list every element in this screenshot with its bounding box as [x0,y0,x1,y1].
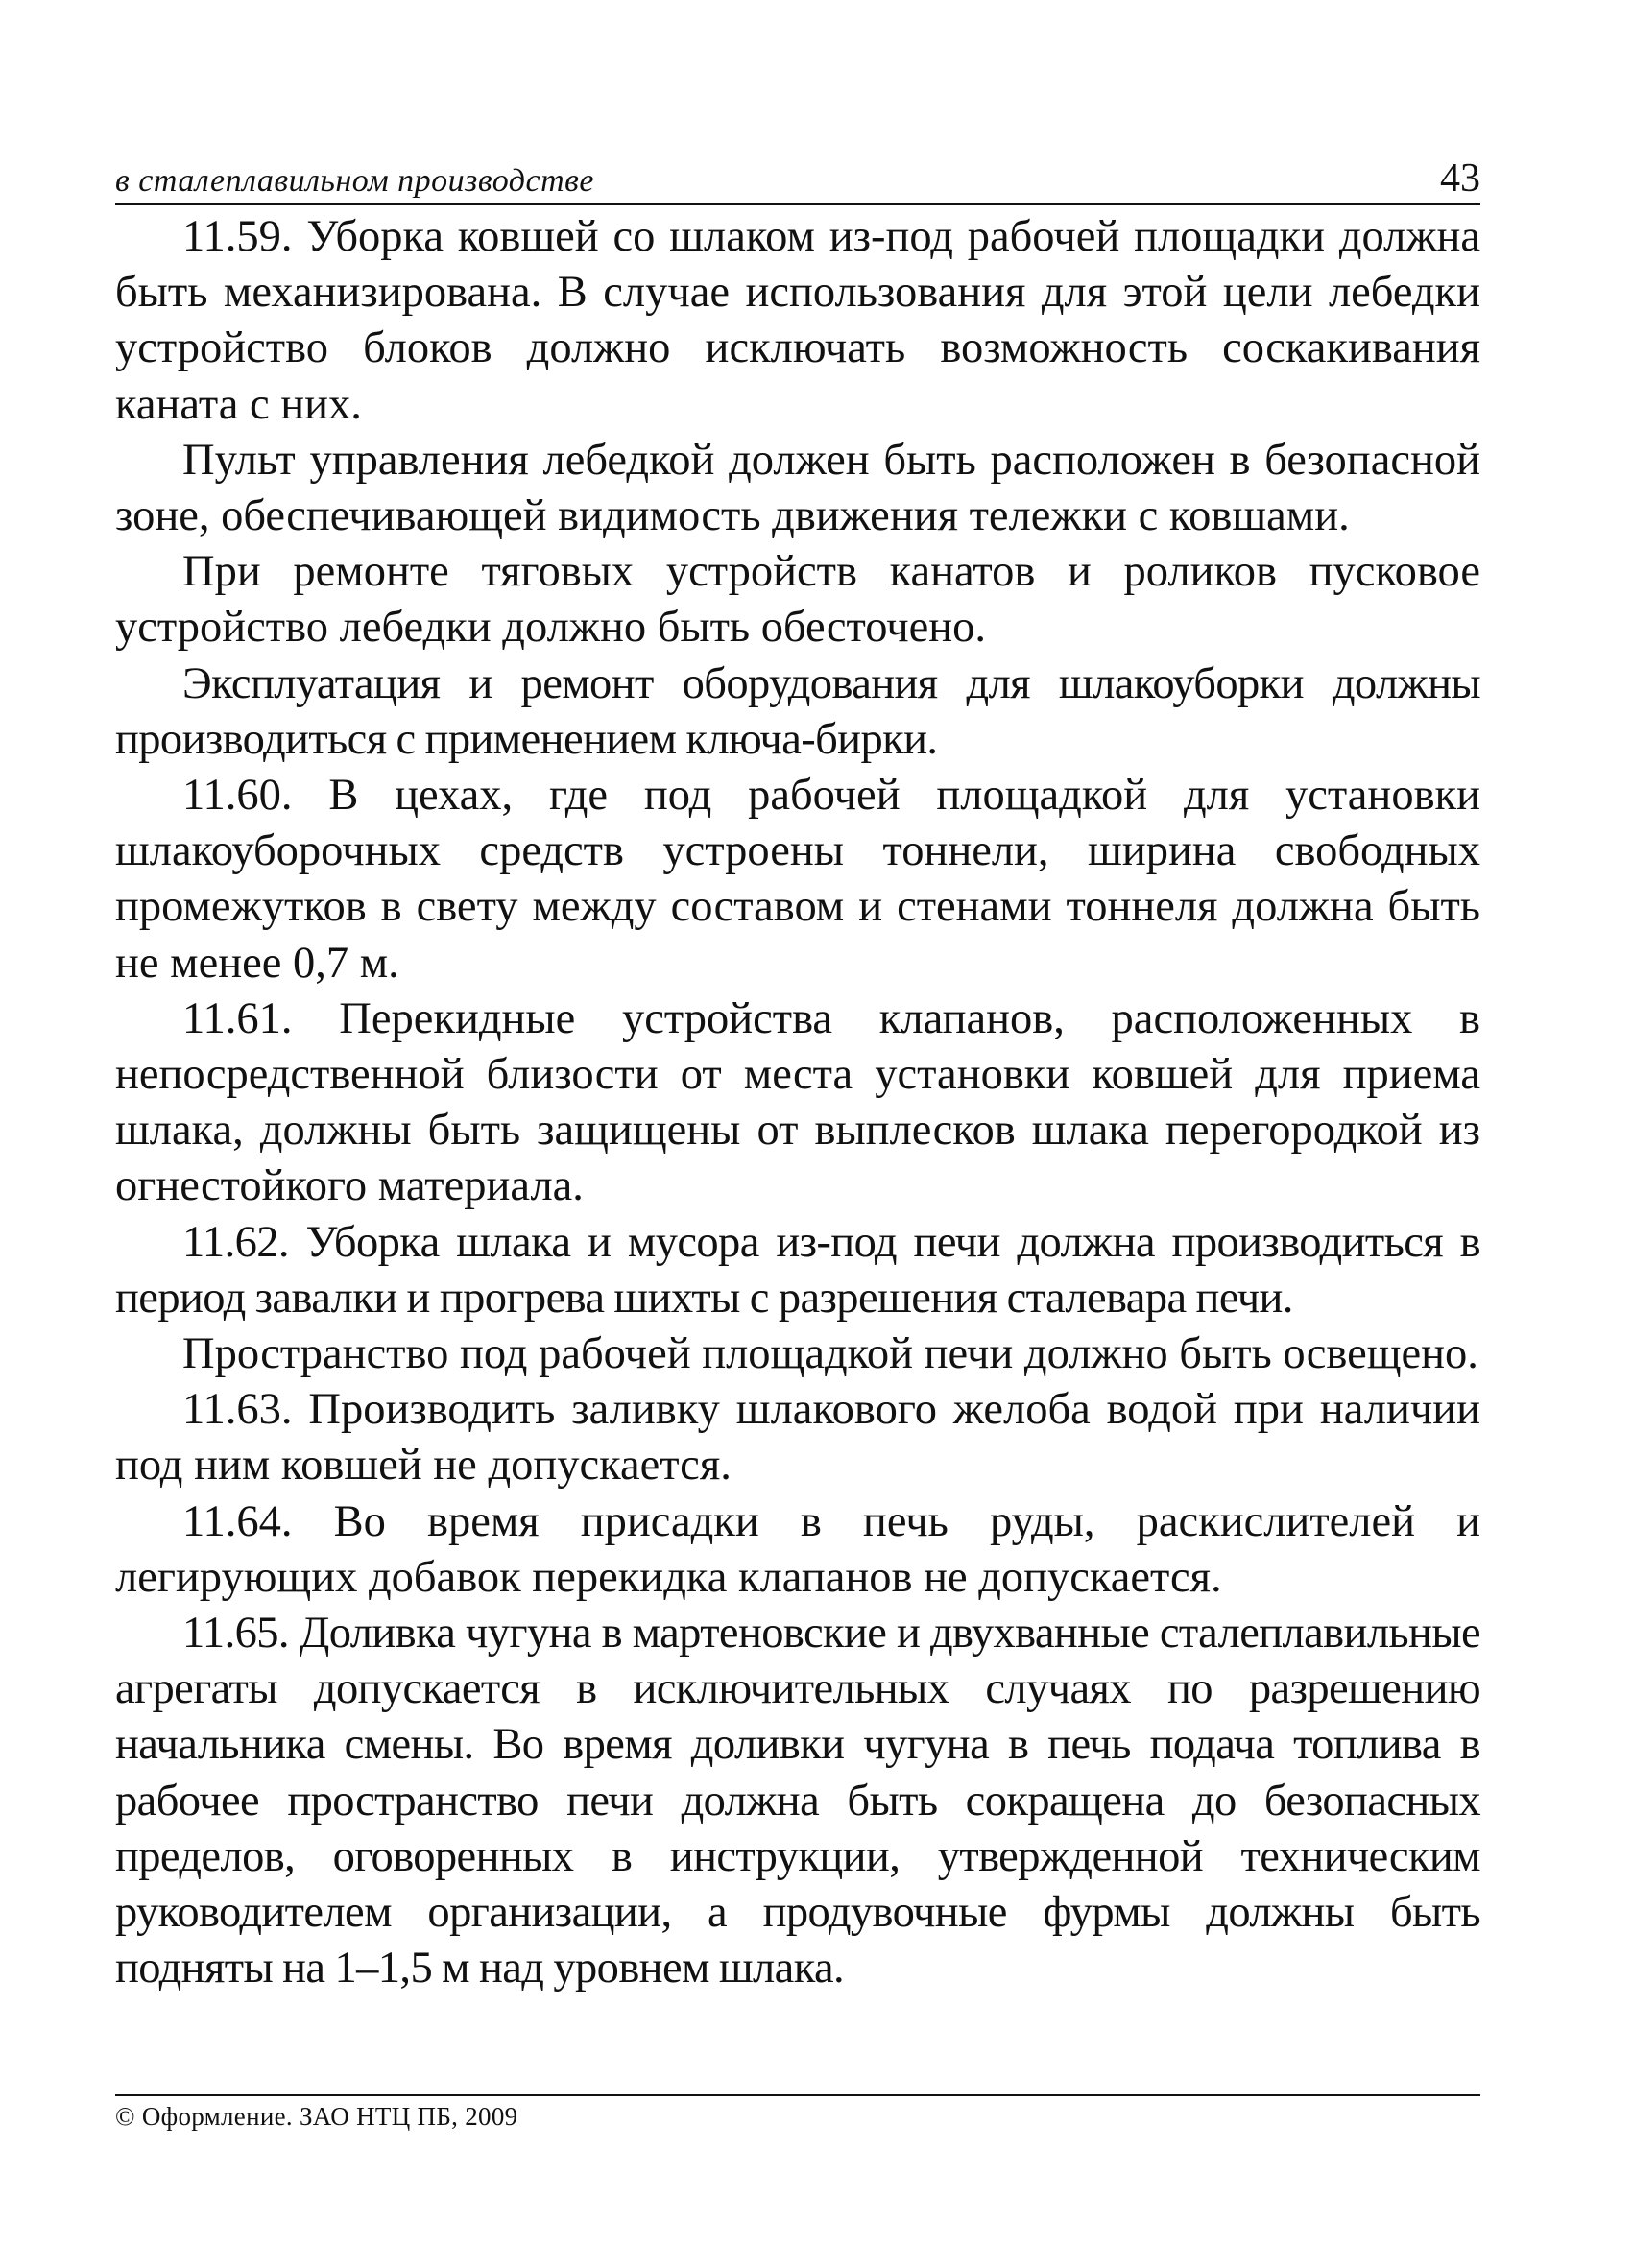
page-number: 43 [1440,156,1480,201]
running-header-title: в сталеплавильном производстве [115,163,594,199]
paragraph-key-tag: Эксплуатация и ремонт оборудования для шлакоуборки должны производиться с применением ключа-бирки. [115,658,1480,764]
paragraph-space-lighting: Пространство под рабочей площадкой печи должно быть освещено. [182,1329,1478,1379]
paragraph-11-62: 11.62. Уборка шлака и мусора из-под печи должна производиться в период завалки и прогрева шихты с разрешения сталевара печи. [115,1217,1480,1323]
paragraph-winch-control: Пульт управления лебедкой должен быть расположен в безопасной зоне, обеспечивающей видимость движения тележки с ковшами. [115,435,1480,541]
paragraph-11-59: 11.59. Уборка ковшей со шлаком из-под рабочей площадки должна быть механизирована. В случае использования для этой цели лебедки устройство блоков должно исключать возможность соскакивания каната с них. [115,212,1480,429]
body-text [115,209,1480,1997]
paragraph-11-65: 11.65. Доливка чугуна в мартеновские и двухванные сталеплавильные агрегаты допускается в исключительных случаях по разрешению начальника смены. Во время доливки чугуна в печь подача топлива в рабочее пространство печи должна быть сокращена до безопасных пределов, оговоренных в инструкции, утвержденной техническим руководителем организации, а продувочные фурмы должны быть подняты на 1–1,5 м над уровнем шлака. [115,1609,1480,1993]
footer-copyright: © Оформление. ЗАО НТЦ ПБ, 2009 [115,2102,518,2131]
paragraph-repair-deenergize: При ремонте тяговых устройств канатов и роликов пусковое устройство лебедки должно быть обесточено. [115,547,1480,653]
paragraph-11-60: 11.60. В цехах, где под рабочей площадкой для установки шлакоуборочных средств устроены тоннели, ширина свободных промежутков в свету между составом и стенами тоннеля должна быть не менее 0,7 м. [115,771,1480,988]
paragraph-11-61: 11.61. Перекидные устройства клапанов, расположенных в непосредственной близости от места установки ковшей для приема шлака, должны быть защищены от выплесков шлака перегородкой из огнестойкого материала. [115,993,1480,1211]
footer-divider [115,2094,1480,2096]
paragraph-11-63: 11.63. Производить заливку шлакового желоба водой при наличии под ним ковшей не допускается. [115,1385,1480,1491]
running-header [115,156,1480,205]
paragraph-11-64: 11.64. Во время присадки в печь руды, раскислителей и легирующих добавок перекидка клапанов не допускается. [115,1496,1480,1602]
